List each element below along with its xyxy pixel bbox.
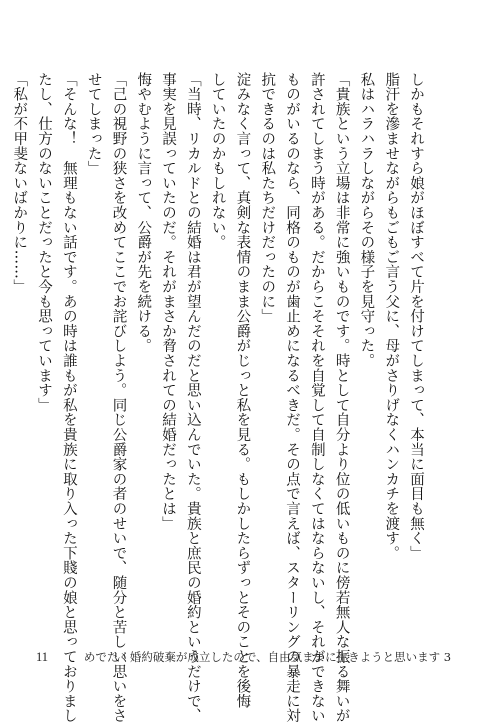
text-line: 許されてしまう時がある。だからこそそれを自覚して自制しなくてはならないし、それができない (308, 72, 325, 723)
text-line: 私はハラハラしながらその様子を見守った。 (358, 72, 375, 368)
page-number: 11 (36, 650, 49, 664)
page-footer (36, 649, 451, 665)
text-line: 「そんな！ 無理もない話です。あの時は誰もが私を貴族に取り入った下賤の娘と思っておりまし (60, 72, 77, 723)
text-line: 淀みなく言って、真剣な表情のまま公爵がじっと私を見る。もしかしたらずっとそのことを後悔 (234, 72, 251, 709)
text-line: たし、仕方のないことだったと今も思っています」 (36, 72, 53, 413)
running-title: めでたく婚約破棄が成立したので、自由気ままに生きようと思います 3 (83, 650, 452, 664)
text-line: 「己の視野の狭さを改めてここでお詫びしよう。同じ公爵家の者のせいで、随分と苦しい思いをさ (110, 72, 127, 723)
text-line: 悔やむように言って、公爵が先を続ける。 (135, 72, 152, 354)
text-line: しかもそれすら娘がほぼすべて片を付けてしまって、本当に面目も無く」 (408, 72, 424, 561)
text-line: せてしまった」 (85, 72, 102, 176)
text-line: 脂汗を滲ませながらもごもご言う父に、母がさりげなくハンカチを渡す。 (383, 72, 400, 561)
text-line: 「当時、リカルドとの結婚は君が望んだのだと思い込んでいた。貴族と庶民の婚約というだけで、 (184, 72, 201, 723)
text-line: していたのかもしれない。 (209, 72, 226, 250)
text-line: 事実を見誤っていたのだ。それがまさか脅されての結婚だったとは」 (160, 72, 177, 531)
text-line: 「私が不甲斐ないばかりに……」 (11, 72, 28, 294)
text-line: 抗できるのは私たちだけだったのに」 (259, 72, 276, 324)
text-line: 「貴族という立場は非常に強いものです。時として自分より位の低いものに傍若無人な振る舞いが (333, 72, 350, 723)
text-line: ものがいるのなら、同格のものが歯止めになるべきだ。その点で言えば、スターリングの暴走に対 (284, 72, 301, 723)
